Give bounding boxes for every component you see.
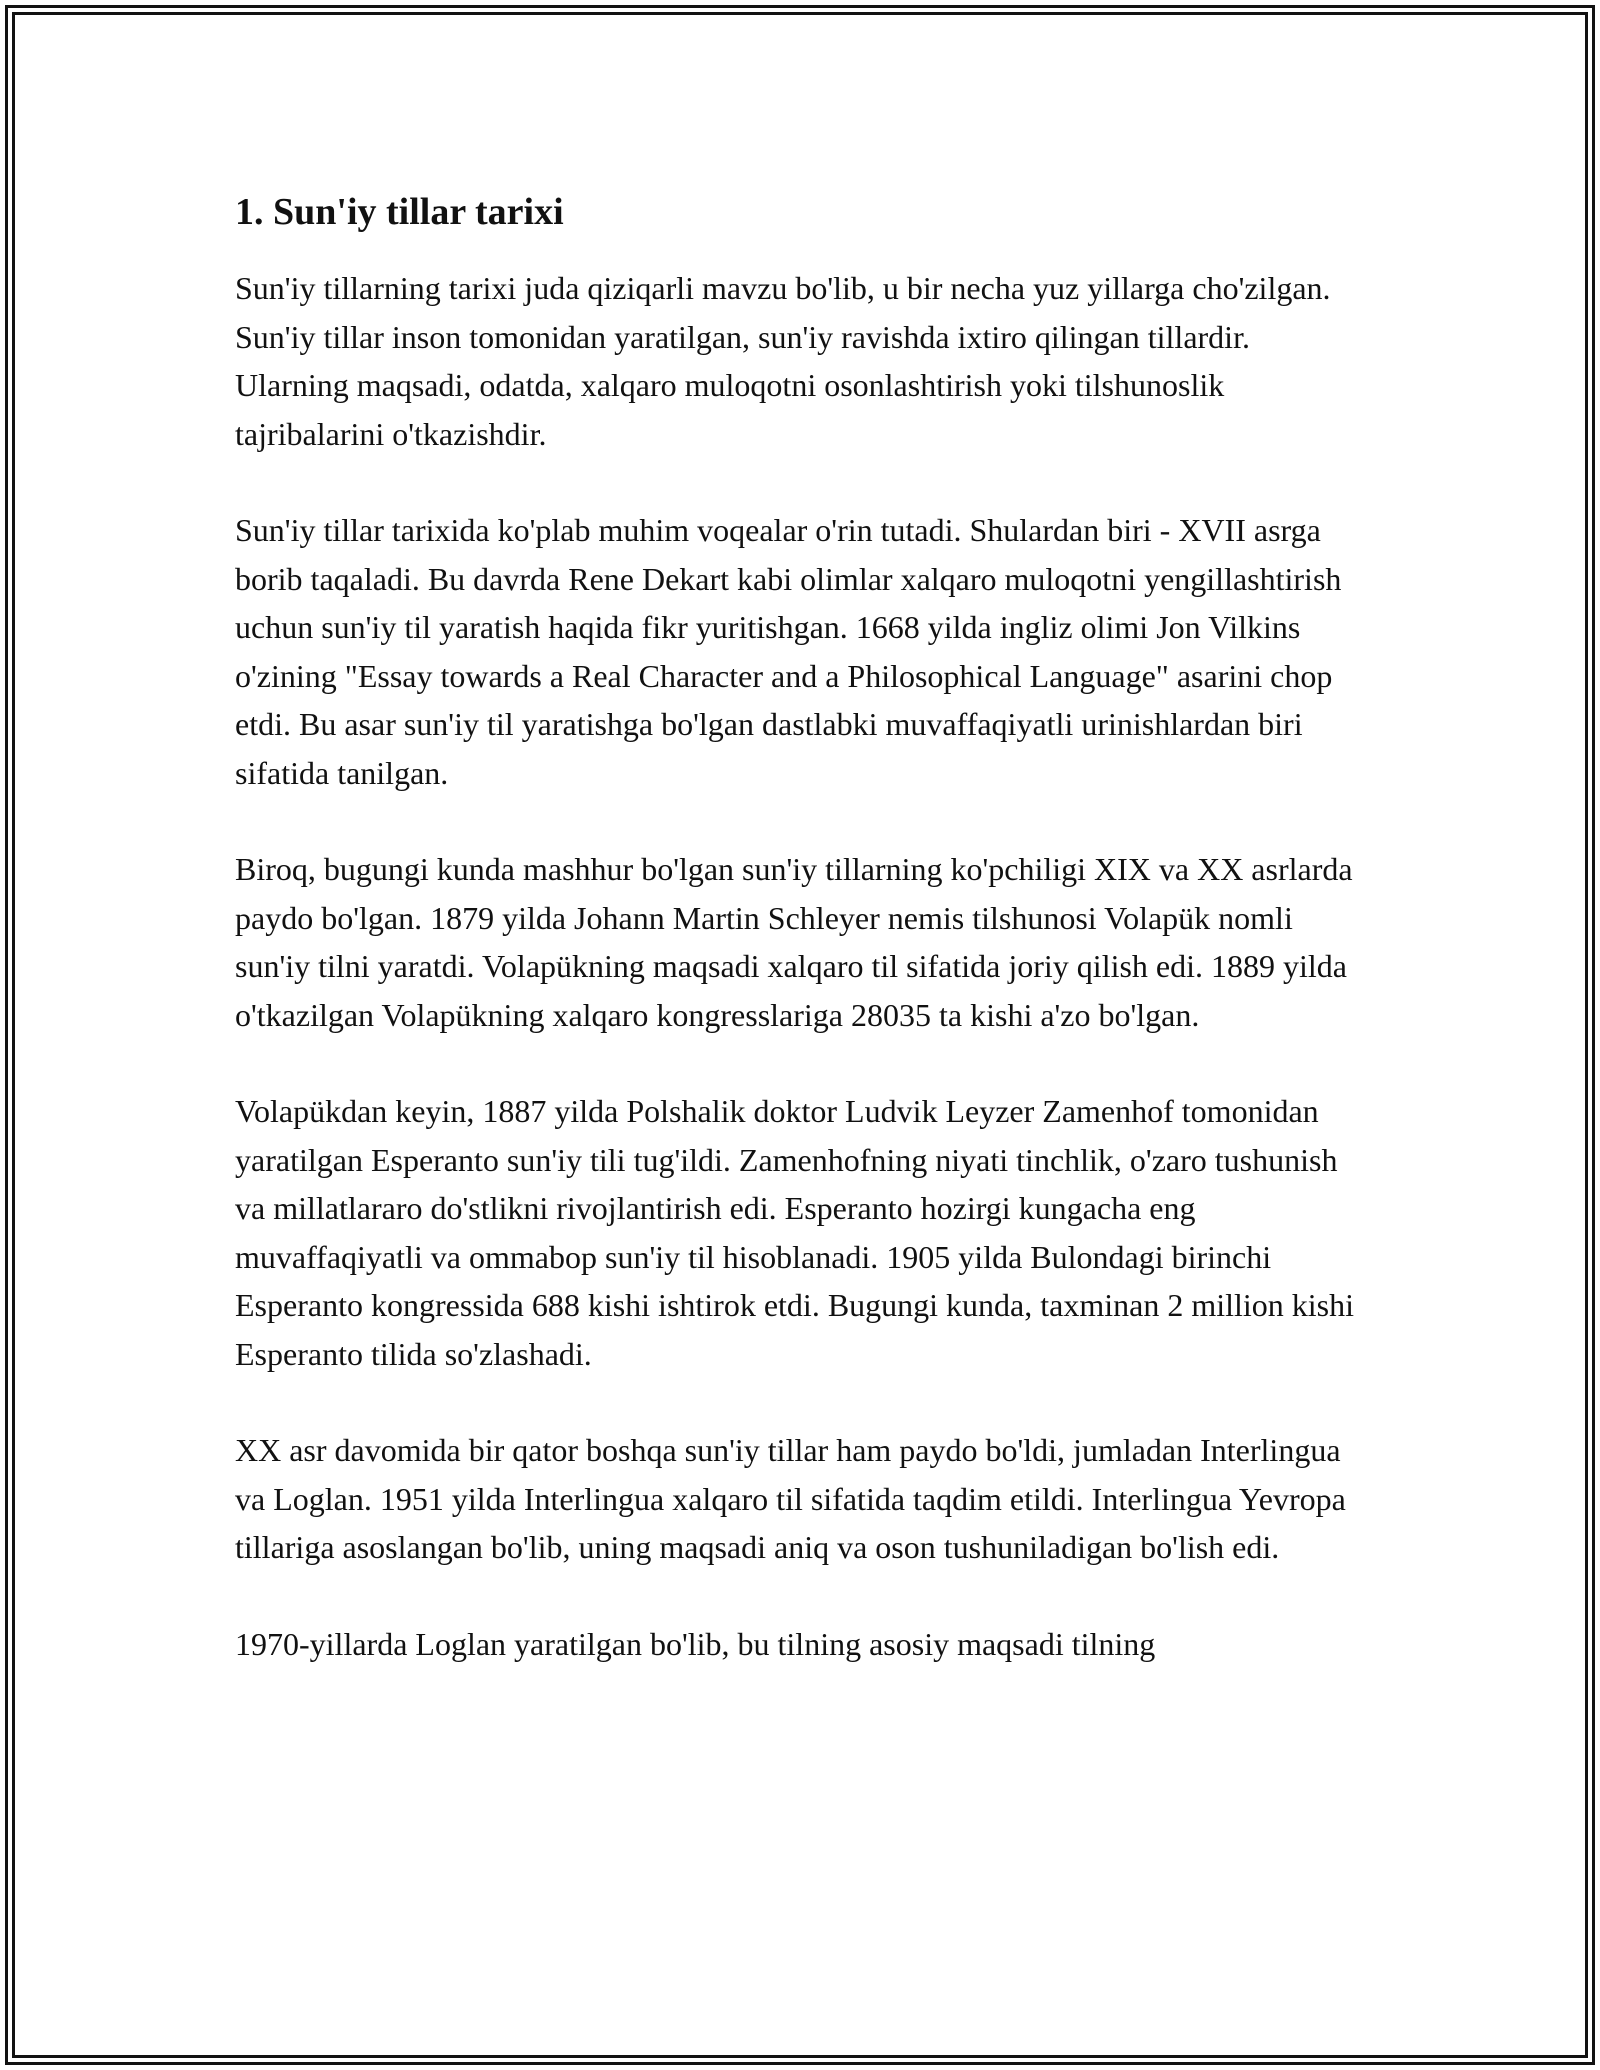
paragraph-3: Biroq, bugungi kunda mashhur bo'lgan sun'iy tillarning ko'pchiligi XIX va XX asrlarda paydo bo'lgan. 1879 yilda Johann Martin Schleyer nemis tilshunosi Volapük nomli sun'iy tilni yaratdi. Volapükning maqsadi xalqaro til sifatida joriy qilish edi. 1889 yilda o'tkazilgan Volapükning xalqaro kongresslariga 28035 ta kishi a'zo bo'lgan. (235, 851, 1353, 1033)
paragraph-5: XX asr davomida bir qator boshqa sun'iy tillar ham paydo bo'ldi, jumladan Interlingua va Loglan. 1951 yilda Interlingua xalqaro til sifatida taqdim etildi. Interlingua Yevropa tillariga asoslangan bo'lib, uning maqsadi aniq va oson tushuniladigan bo'lish edi. (235, 1432, 1346, 1565)
paragraph-1: Sun'iy tillarning tarixi juda qiziqarli mavzu bo'lib, u bir necha yuz yillarga cho'zilgan. Sun'iy tillar inson tomonidan yaratilgan, sun'iy ravishda ixtiro qilingan tillardir. Ularning maqsadi, odatda, xalqaro muloqotni osonlashtirish yoki tilshunoslik tajribalarini o'tkazishdir. (235, 270, 1331, 452)
document-body (235, 186, 1370, 1716)
paragraph-4: Volapükdan keyin, 1887 yilda Polshalik doktor Ludvik Leyzer Zamenhof tomonidan yaratilgan Esperanto sun'iy tili tug'ildi. Zamenhofning niyati tinchlik, o'zaro tushunish va millatlararo do'stlikni rivojlantirish edi. Esperanto hozirgi kungacha eng muvaffaqiyatli va ommabop sun'iy til hisoblanadi. 1905 yilda Bulondagi birinchi Esperanto kongressida 688 kishi ishtirok etdi. Bugungi kunda, taxminan 2 million kishi Esperanto tilida so'zlashadi. (235, 1093, 1355, 1372)
paragraph-6: 1970-yillarda Loglan yaratilgan bo'lib, bu tilning asosiy maqsadi tilning (235, 1625, 1156, 1662)
section-heading: 1. Sun'iy tillar tarixi (235, 191, 564, 233)
paragraph-2: Sun'iy tillar tarixida ko'plab muhim voqealar o'rin tutadi. Shulardan biri - XVII asrga borib taqaladi. Bu davrda Rene Dekart kabi olimlar xalqaro muloqotni yengillashtirish uchun sun'iy til yaratish haqida fikr yuritishgan. 1668 yilda ingliz olimi Jon Vilkins o'zining "Essay towards a Real Character and a Philosophical Language" asarini chop etdi. Bu asar sun'iy til yaratishga bo'lgan dastlabki muvaffaqiyatli urinishlardan biri sifatida tanilgan. (235, 512, 1342, 791)
